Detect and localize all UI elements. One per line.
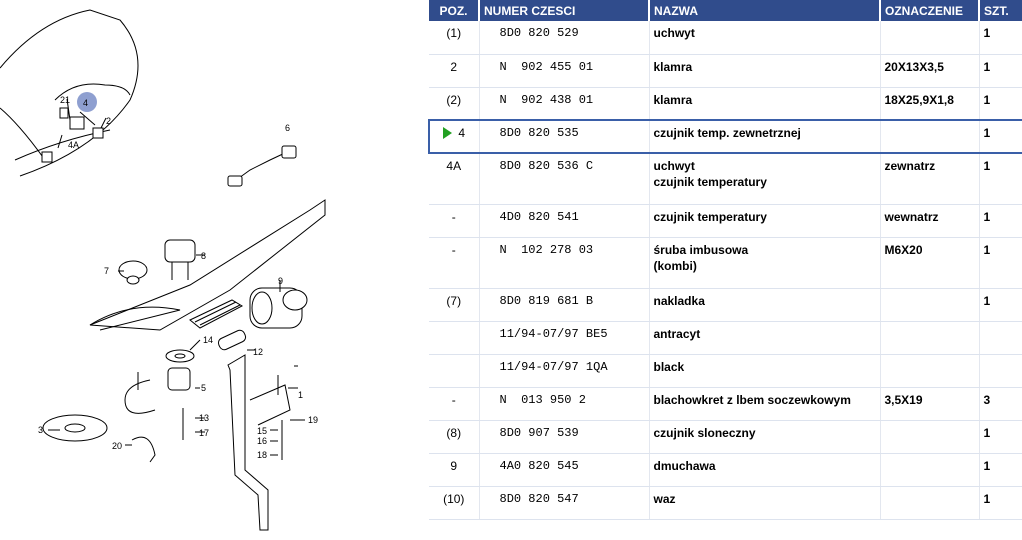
- cell-numer: 4D0 820 541: [479, 204, 649, 237]
- poz-value: (7): [446, 293, 462, 308]
- cell-szt: 3: [979, 387, 1022, 420]
- cell-poz: [429, 321, 479, 354]
- cell-poz: [429, 288, 479, 321]
- nazwa-line: blachowkret z lbem soczewkowym: [653, 392, 851, 407]
- cell-nazwa: [649, 87, 880, 120]
- cell-oznaczenie: zewnatrz: [880, 153, 979, 204]
- parts-table-body: [429, 21, 1022, 519]
- cell-oznaczenie: [880, 420, 979, 453]
- callout-15[interactable]: 15: [257, 426, 268, 436]
- header-poz[interactable]: POZ.: [429, 0, 479, 21]
- callout-13[interactable]: 13: [199, 413, 210, 423]
- poz-value: 2: [450, 59, 458, 74]
- cell-numer: N 902 438 01: [479, 87, 649, 120]
- table-row[interactable]: [429, 354, 1022, 387]
- cell-poz: [429, 420, 479, 453]
- callout-12[interactable]: 12: [253, 347, 264, 357]
- poz-value: -: [451, 392, 456, 407]
- cell-numer: 11/94-07/97 1QA: [479, 354, 649, 387]
- table-row[interactable]: [429, 153, 1022, 204]
- cell-oznaczenie: [880, 453, 979, 486]
- cell-oznaczenie: 20X13X3,5: [880, 54, 979, 87]
- cell-numer: 8D0 820 529: [479, 21, 649, 54]
- poz-value: 4: [458, 126, 466, 140]
- nazwa-line: dmuchawa: [653, 458, 716, 473]
- poz-value: (2): [446, 92, 462, 107]
- cell-poz: [429, 153, 479, 204]
- header-nazwa[interactable]: NAZWA: [649, 0, 880, 21]
- cell-szt: 1: [979, 21, 1022, 54]
- callout-9[interactable]: 9: [278, 276, 284, 286]
- table-row[interactable]: [429, 453, 1022, 486]
- cell-poz: [429, 54, 479, 87]
- cell-nazwa: [649, 237, 880, 288]
- poz-value: -: [451, 242, 456, 257]
- cell-szt: [979, 321, 1022, 354]
- table-row[interactable]: [429, 288, 1022, 321]
- table-row[interactable]: [429, 87, 1022, 120]
- callout-4a[interactable]: 4A: [68, 140, 80, 150]
- nazwa-line: czujnik temperatury: [653, 209, 767, 224]
- nazwa-line: klamra: [653, 59, 693, 74]
- nazwa-line: nakladka: [653, 293, 705, 308]
- callout-8[interactable]: 8: [201, 251, 207, 261]
- cell-oznaczenie: [880, 321, 979, 354]
- nazwa-line-2: czujnik temperatury: [653, 175, 767, 189]
- nazwa-line: czujnik temp. zewnetrznej: [653, 126, 801, 140]
- cell-numer: N 102 278 03: [479, 237, 649, 288]
- poz-value: (1): [446, 26, 462, 40]
- header-numer[interactable]: NUMER CZESCI: [479, 0, 649, 21]
- cell-nazwa: [649, 387, 880, 420]
- cell-numer: 8D0 907 539: [479, 420, 649, 453]
- cell-nazwa: [649, 453, 880, 486]
- cell-poz: [429, 387, 479, 420]
- cell-oznaczenie: [880, 21, 979, 54]
- cell-szt: 1: [979, 420, 1022, 453]
- callout-5[interactable]: 5: [201, 383, 207, 393]
- nazwa-line: uchwyt: [653, 159, 695, 173]
- cell-numer: N 013 950 2: [479, 387, 649, 420]
- nazwa-line: uchwyt: [653, 26, 695, 40]
- cell-oznaczenie: M6X20: [880, 237, 979, 288]
- table-header-row: [429, 0, 1022, 21]
- cell-numer: 4A0 820 545: [479, 453, 649, 486]
- cell-nazwa: [649, 321, 880, 354]
- table-row[interactable]: [429, 120, 1022, 153]
- cell-szt: 1: [979, 288, 1022, 321]
- nazwa-line: waz: [653, 491, 676, 506]
- cell-poz: [429, 87, 479, 120]
- callout-7[interactable]: 7: [104, 266, 110, 276]
- parts-table-panel: [428, 0, 1022, 540]
- cell-poz: [429, 486, 479, 519]
- cell-szt: 1: [979, 153, 1022, 204]
- table-row[interactable]: [429, 420, 1022, 453]
- cell-nazwa: [649, 288, 880, 321]
- cell-nazwa: [649, 21, 880, 54]
- nazwa-line: czujnik sloneczny: [653, 425, 756, 440]
- cell-numer: 8D0 820 547: [479, 486, 649, 519]
- callout-17[interactable]: 17: [199, 428, 210, 438]
- cell-numer: 8D0 820 535: [479, 120, 649, 153]
- cell-nazwa: [649, 420, 880, 453]
- table-row[interactable]: [429, 21, 1022, 54]
- exploded-parts-diagram: [0, 0, 428, 540]
- cell-poz: [429, 354, 479, 387]
- cell-nazwa: [649, 120, 880, 153]
- callout-6[interactable]: 6: [285, 123, 291, 133]
- cell-szt: 1: [979, 486, 1022, 519]
- table-row[interactable]: [429, 486, 1022, 519]
- cell-poz: [429, 204, 479, 237]
- cell-oznaczenie: [880, 354, 979, 387]
- cell-nazwa: [649, 204, 880, 237]
- poz-value: 4A: [446, 159, 462, 173]
- nazwa-line: antracyt: [653, 326, 701, 341]
- cell-numer: 8D0 820 536 C: [479, 153, 649, 204]
- diagram-drawing: [0, 0, 428, 540]
- cell-poz: [429, 120, 479, 153]
- cell-numer: 11/94-07/97 BE5: [479, 321, 649, 354]
- callout-20[interactable]: 20: [112, 441, 123, 451]
- cell-szt: 1: [979, 120, 1022, 153]
- cell-poz: [429, 237, 479, 288]
- cell-nazwa: [649, 354, 880, 387]
- cell-oznaczenie: [880, 120, 979, 153]
- cell-oznaczenie: 3,5X19: [880, 387, 979, 420]
- callout-3[interactable]: 3: [38, 425, 44, 435]
- table-row[interactable]: [429, 204, 1022, 237]
- nazwa-line: śruba imbusowa: [653, 242, 749, 257]
- cell-numer: 8D0 819 681 B: [479, 288, 649, 321]
- table-row[interactable]: [429, 387, 1022, 420]
- callout-1[interactable]: 1: [298, 390, 304, 400]
- poz-value: (10): [443, 491, 465, 506]
- cell-nazwa: [649, 486, 880, 519]
- cell-poz: [429, 21, 479, 54]
- callout-21[interactable]: 21: [60, 95, 71, 105]
- cell-szt: 1: [979, 204, 1022, 237]
- cell-szt: 1: [979, 453, 1022, 486]
- table-row[interactable]: [429, 54, 1022, 87]
- callout-14[interactable]: 14: [203, 335, 214, 345]
- table-row[interactable]: [429, 321, 1022, 354]
- cell-nazwa: [649, 153, 880, 204]
- poz-value: -: [451, 209, 456, 224]
- poz-value: (8): [446, 425, 462, 440]
- cell-szt: [979, 354, 1022, 387]
- callout-18[interactable]: 18: [257, 450, 268, 460]
- callout-19[interactable]: 19: [308, 415, 319, 425]
- table-row[interactable]: [429, 237, 1022, 288]
- selection-arrow-icon: [443, 127, 452, 139]
- cell-oznaczenie: [880, 486, 979, 519]
- nazwa-line-2: (kombi): [653, 258, 697, 273]
- nazwa-line: black: [653, 359, 685, 374]
- cell-szt: 1: [979, 237, 1022, 288]
- parts-table: [428, 0, 1022, 520]
- callout-2[interactable]: 2: [106, 116, 112, 126]
- nazwa-line: klamra: [653, 92, 693, 107]
- cell-szt: 1: [979, 87, 1022, 120]
- cell-numer: N 902 455 01: [479, 54, 649, 87]
- cell-oznaczenie: [880, 288, 979, 321]
- callout-16[interactable]: 16: [257, 436, 268, 446]
- poz-value: 9: [450, 458, 458, 473]
- header-oznaczenie[interactable]: OZNACZENIE: [880, 0, 979, 21]
- cell-poz: [429, 453, 479, 486]
- cell-nazwa: [649, 54, 880, 87]
- cell-szt: 1: [979, 54, 1022, 87]
- header-szt[interactable]: SZT.: [979, 0, 1022, 21]
- callout-4[interactable]: 4: [83, 98, 89, 108]
- cell-oznaczenie: wewnatrz: [880, 204, 979, 237]
- cell-oznaczenie: 18X25,9X1,8: [880, 87, 979, 120]
